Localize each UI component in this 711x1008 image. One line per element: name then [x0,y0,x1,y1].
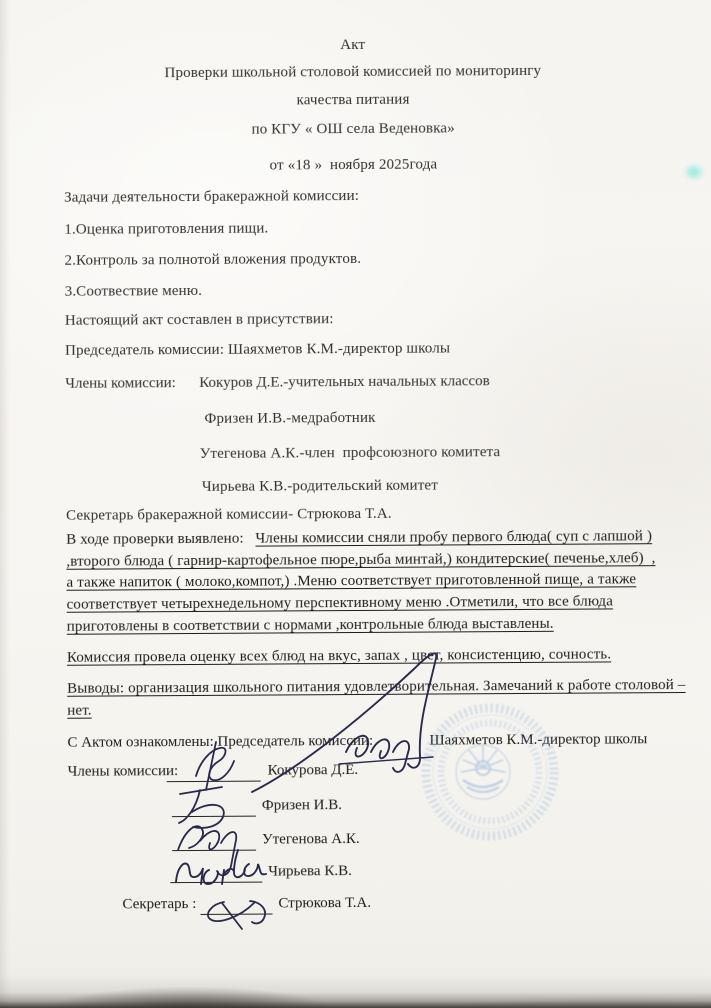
secretary-line: Секретарь бракеражной комиссии- Стрюкова Т.А. [66,505,392,524]
findings-line: соответствует четырехнедельному перспективному меню .Отметили, что все блюда [66,593,614,613]
tasks-heading: Задачи деятельности бракеражной комиссии: [64,187,360,206]
sig-name: Стрюкова Т.А. [278,894,372,912]
cyan-smudge-mark [684,164,704,180]
photo-bottom-shadow [0,938,711,1008]
doc-title-line2: Проверки школьной столовой комиссией по мониторингу [164,62,542,82]
findings-line: ,второго блюда ( гарнир-картофельное пюре,рыба минтай,) кондитерские( печенье,хлеб) , [66,550,656,570]
member-item: Утегенова А.К.-член профсоюзного комитета [199,444,501,462]
acknowledged-prefix: С Актом ознакомлены: Председатель комиссии: [67,732,374,751]
findings-label: В ходе проверки выявлено: [66,530,256,548]
signature-row [2,861,711,895]
task-item: 1.Оценка приготовления пищи. [64,220,269,238]
findings-line: а также напиток ( молоко,компот,) .Меню соответствует приготовленной пище, а также [66,571,637,591]
signature-row [2,795,711,829]
member-item: Кокуров Д.Е.-учительных начальных классов [199,373,490,391]
signature-line [172,800,256,818]
findings-line [66,528,652,549]
present-line: Настоящий акт составлен в присутствии: [64,311,334,329]
sig-secretary-label: Секретарь : [122,895,197,913]
signature-line [167,765,261,783]
doc-date-line: от «18 » ноября 2025года [269,156,438,174]
findings-text: Члены комиссии сняли пробу первого блюда( суп с лапшой ) [255,528,653,547]
acknowledged-suffix: Шаяхметов К.М.-директор школы [429,731,648,749]
chairman-line: Председатель комиссии: Шаяхметов К.М.-директор школы [65,340,451,359]
doc-title: Акт [340,36,366,54]
members-row [0,372,710,406]
signature-line [172,834,256,852]
conclusions-line: нет. [67,702,92,719]
task-item: 3.Соотвествие меню. [64,282,203,300]
doc-title-line3: качества питания [296,91,410,109]
signature-row [2,893,711,927]
sig-name: Кокурова Д.Е. [267,761,359,779]
assessment-line: Комиссия провела оценку всех блюд на вкус, запах , цвет, консистенцию, сочность. [66,646,612,666]
doc-title-line4: по КГУ « ОШ села Веденовка» [251,120,455,138]
sig-name: Фризен И.В. [261,797,342,814]
signature-line [170,866,262,884]
signature-line [200,898,272,915]
findings-line: приготовлены в соответствии с нормами ,контрольные блюда выставлены. [66,615,554,635]
signature-row [2,760,711,794]
task-item: 2.Контроль за полнотой вложения продуктов. [64,250,362,269]
conclusions-line: Выводы: организация школьного питания удовлетворительная. Замечаний к работе столовой – [67,676,686,697]
sig-members-label: Члены комиссии: [67,763,179,780]
members-label: Члены комиссии: [65,375,176,392]
signature-row [2,829,711,863]
sig-name: Чирьева К.В. [268,863,352,880]
member-item: Чирьева К.В.-родительский комитет [201,477,439,495]
member-item: Фризен И.В.-медработник [204,409,376,427]
sig-name: Утегенова А.К. [261,830,360,848]
